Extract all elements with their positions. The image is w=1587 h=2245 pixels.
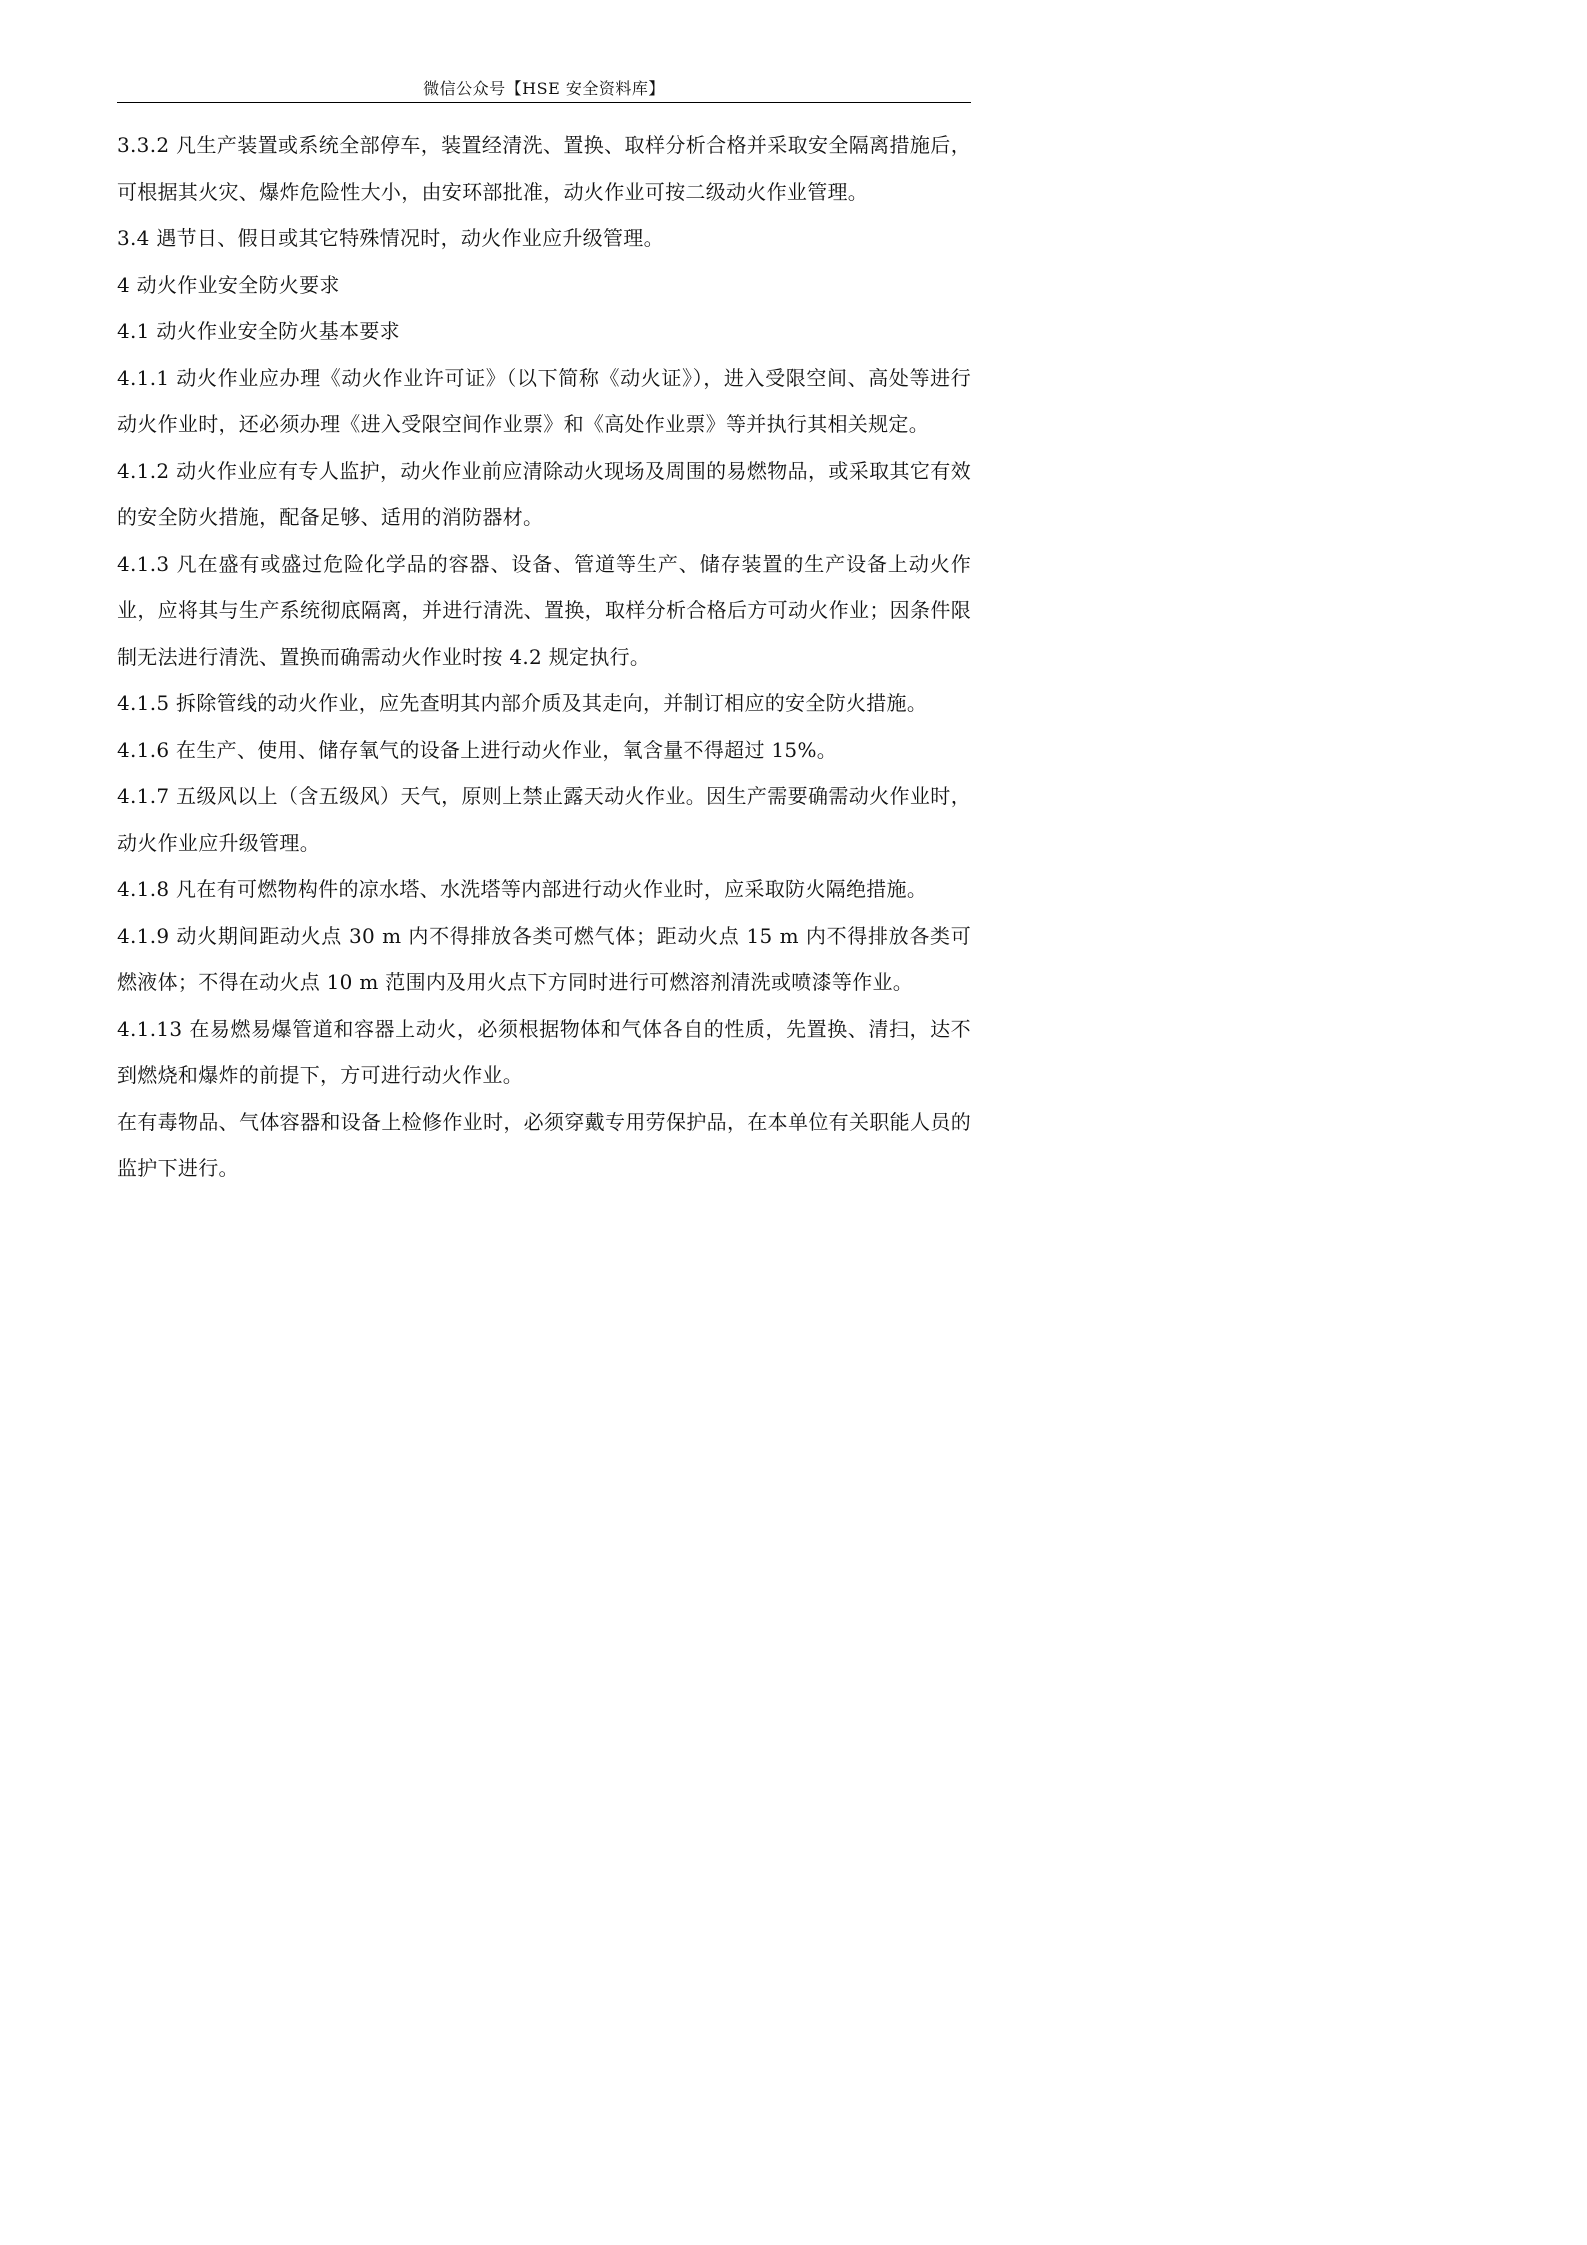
paragraph-4-1-3: 4.1.3 凡在盛有或盛过危险化学品的容器、设备、管道等生产、储存装置的生产设备上动火作业，应将其与生产系统彻底隔离，并进行清洗、置换，取样分析合格后方可动火作业；因条件限制无法进行清洗、置换而确需动火作业时按 4.2 规定执行。 [117, 551, 971, 669]
paragraph-4-1-2: 4.1.2 动火作业应有专人监护，动火作业前应清除动火现场及周围的易燃物品，或采取其它有效的安全防火措施，配备足够、适用的消防器材。 [117, 458, 971, 529]
paragraph-3-3-2: 3.3.2 凡生产装置或系统全部停车，装置经清洗、置换、取样分析合格并采取安全隔离措施后，可根据其火灾、爆炸危险性大小，由安环部批准，动火作业可按二级动火作业管理。 [117, 133, 971, 204]
document-body [117, 122, 971, 1192]
paragraph-4-1-8: 4.1.8 凡在有可燃物构件的凉水塔、水洗塔等内部进行动火作业时，应采取防火隔绝措施。 [117, 877, 928, 901]
paragraph-3-4: 3.4 遇节日、假日或其它特殊情况时，动火作业应升级管理。 [117, 226, 664, 250]
page-header: 微信公众号【HSE 安全资料库】 [423, 79, 665, 98]
paragraph-ppe-requirement: 在有毒物品、气体容器和设备上检修作业时，必须穿戴专用劳保护品，在本单位有关职能人员的监护下进行。 [117, 1109, 971, 1180]
subsection-heading-4-1: 4.1 动火作业安全防火基本要求 [117, 319, 400, 343]
paragraph-4-1-6: 4.1.6 在生产、使用、储存氧气的设备上进行动火作业，氧含量不得超过 15%。 [117, 737, 838, 762]
paragraph-4-1-7: 4.1.7 五级风以上（含五级风）天气，原则上禁止露天动火作业。因生产需要确需动火作业时，动火作业应升级管理。 [117, 784, 971, 855]
paragraph-4-1-9: 4.1.9 动火期间距动火点 30 m 内不得排放各类可燃气体；距动火点 15 m 内不得排放各类可燃液体；不得在动火点 10 m 范围内及用火点下方同时进行可燃溶剂清洗或喷漆等作业。 [117, 923, 971, 994]
paragraph-4-1-5: 4.1.5 拆除管线的动火作业，应先查明其内部介质及其走向，并制订相应的安全防火措施。 [117, 691, 928, 715]
paragraph-4-1-1: 4.1.1 动火作业应办理《动火作业许可证》（以下简称《动火证》），进入受限空间、高处等进行动火作业时，还必须办理《进入受限空间作业票》和《高处作业票》等并执行其相关规定。 [117, 365, 971, 436]
header-rule [117, 102, 971, 103]
paragraph-4-1-13: 4.1.13 在易燃易爆管道和容器上动火，必须根据物体和气体各自的性质，先置换、清扫，达不到燃烧和爆炸的前提下，方可进行动火作业。 [117, 1016, 971, 1087]
section-heading-4: 4 动火作业安全防火要求 [117, 272, 340, 297]
